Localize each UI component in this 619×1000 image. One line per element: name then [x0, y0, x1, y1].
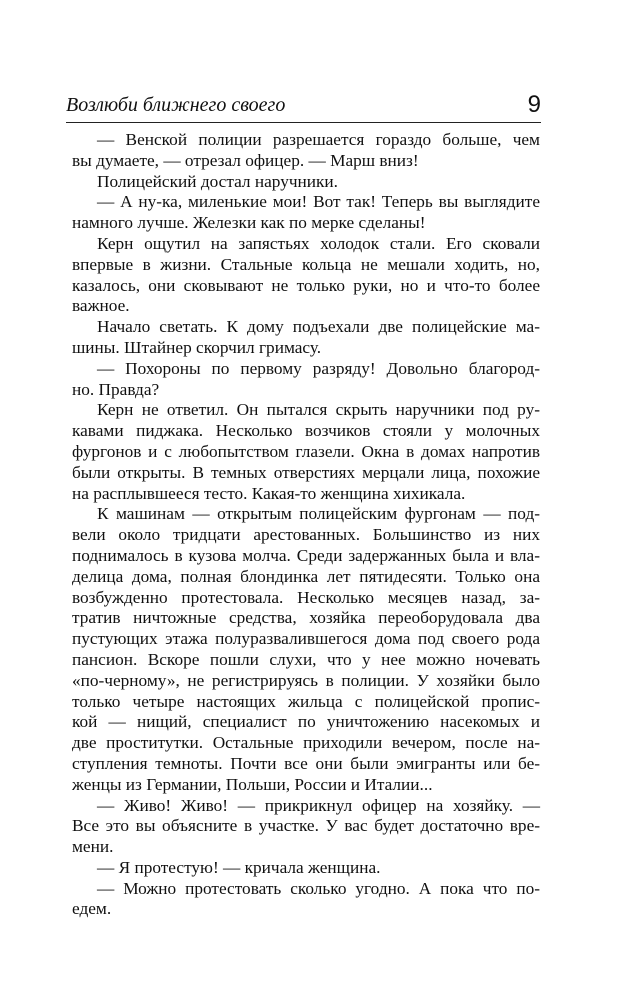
text-line: Начало светать. К дому подъехали две полицейские ма-	[97, 317, 540, 337]
text-line: Керн не ответил. Он пытался скрыть наручники под ру-	[97, 400, 540, 420]
text-line: — Венской полиции разрешается гораздо больше, чем	[97, 130, 540, 149]
text-line: Керн ощутил на запястьях холодок стали. Его сковали	[97, 233, 540, 253]
text-line: — Я протестую! — кричала женщина.	[97, 857, 381, 877]
text-line: делица дома, полная блондинка лет пятидесяти. Только она	[72, 566, 540, 586]
text-line: казалось, они сковывают не только руки, но и что-то более	[72, 275, 540, 295]
text-line: — Можно протестовать сколько угодно. А пока что по-	[97, 878, 540, 898]
paragraph	[72, 130, 540, 172]
text-line: вели около тридцати арестованных. Большинство из них	[72, 525, 540, 545]
text-line: впервые в жизни. Стальные кольца не мешали ходить, но,	[72, 254, 540, 274]
text-line: кой — нищий, специалист по уничтожению насекомых и	[72, 712, 540, 732]
text-line: К машинам — открытым полицейским фургонам — под-	[97, 504, 540, 524]
text-line: ступления темноты. Почти все они были эмигранты или бе-	[72, 753, 540, 773]
text-line: намного лучше. Железки как по мерке сделаны!	[72, 213, 426, 233]
text-line: мени.	[72, 837, 114, 857]
text-line: едем.	[72, 899, 112, 919]
text-line: важное.	[72, 296, 130, 316]
text-line: на расплывшееся тесто. Какая-то женщина хихикала.	[72, 483, 466, 503]
text-line: фургонов и с любопытством глазели. Окна в домах напротив	[72, 441, 540, 461]
text-line: шины. Штайнер скорчил гримасу.	[72, 337, 322, 357]
running-header	[66, 93, 541, 121]
paragraph	[72, 879, 540, 921]
text-line: только четыре настоящих жильца с полицейской пропис-	[72, 691, 540, 711]
text-line: — А ну-ка, миленькие мои! Вот так! Теперь вы выглядите	[97, 192, 540, 212]
text-line: женцы из Германии, Польши, России и Италии...	[72, 774, 433, 794]
header-rule	[66, 122, 541, 123]
text-line: пансион. Вскоре пошли слухи, что у нее можно ночевать	[72, 649, 540, 669]
text-line: возбужденно протестовала. Несколько месяцев назад, за-	[72, 587, 540, 607]
paragraph	[72, 192, 540, 234]
text-line: Полицейский достал наручники.	[97, 171, 339, 191]
text-line: две проститутки. Остальные приходили вечером, после на-	[72, 733, 540, 753]
text-line: тратив ничтожные средства, хозяйка переоборудовала два	[72, 608, 540, 628]
paragraph	[72, 400, 540, 504]
text-line: вы думаете, — отрезал офицер. — Марш вниз!	[72, 150, 419, 170]
paragraph	[72, 317, 540, 359]
page-number: 9	[527, 91, 541, 118]
paragraph	[72, 796, 540, 858]
running-title: Возлюби ближнего своего	[66, 94, 286, 116]
paragraph	[72, 504, 540, 795]
text-line: «по-черному», не регистрируясь в полиции. У хозяйки было	[72, 670, 540, 690]
text-line: кавами пиджака. Несколько возчиков стояли у молочных	[72, 421, 540, 441]
paragraph	[72, 172, 540, 193]
text-line: поднималось в кузова молча. Среди задержанных была и вла-	[72, 545, 540, 565]
text-line: были открыты. В темных отверстиях мерцали лица, похожие	[72, 462, 540, 482]
text-line: — Живо! Живо! — прикрикнул офицер на хозяйку. —	[97, 795, 540, 815]
paragraph	[72, 234, 540, 317]
text-line: Все это вы объясните в участке. У вас будет достаточно вре-	[72, 816, 540, 836]
body-text	[72, 130, 540, 920]
paragraph	[72, 359, 540, 401]
text-line: но. Правда?	[72, 379, 160, 399]
text-line: пустующих этажа полуразвалившегося дома под своего рода	[72, 629, 540, 649]
paragraph	[72, 858, 540, 879]
text-line: — Похороны по первому разряду! Довольно благород-	[97, 358, 540, 378]
